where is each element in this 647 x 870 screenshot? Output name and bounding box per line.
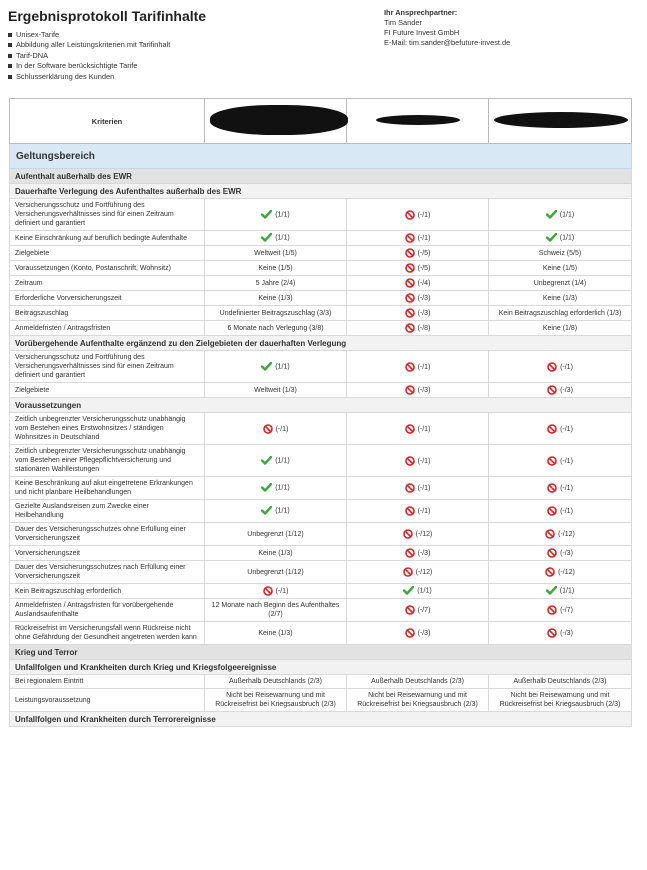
tariff-value-cell [489, 546, 632, 561]
redacted-tariff-name [347, 99, 489, 144]
section-title: Vorübergehende Aufenthalte ergänzend zu den Zielgebieten der dauerhaften Verlegung [10, 336, 632, 351]
page-title: Ergebnisprotokoll Tarifinhalte [8, 8, 207, 24]
tariff-value-cell [205, 231, 347, 246]
prohibited-icon [405, 456, 415, 466]
tariff-value: (-/1) [417, 211, 431, 219]
tariff-value: (-/3) [417, 549, 431, 557]
prohibited-icon [545, 567, 555, 577]
table-row [10, 199, 632, 231]
prohibited-icon [405, 263, 415, 273]
criterion-label: Voraussetzungen (Konto, Postanschrift, Wohnsitz) [10, 261, 205, 276]
tariff-value-cell [205, 561, 347, 584]
tariff-value-cell [347, 689, 489, 712]
tariff-value-cell [489, 199, 632, 231]
table-row [10, 675, 632, 689]
tariff-value: (1/1) [559, 587, 575, 595]
prohibited-icon [547, 385, 557, 395]
tariff-value-cell [205, 546, 347, 561]
tariff-value: (1/1) [275, 363, 290, 371]
contents-item: Abbildung aller Leistungskriterien mit Tarifinhalt [8, 40, 170, 50]
tariff-value: (-/7) [560, 606, 573, 614]
prohibited-icon [405, 628, 415, 638]
tariff-value: (-/1) [417, 507, 431, 515]
tariff-value: (1/1) [559, 211, 575, 219]
prohibited-icon [547, 506, 557, 516]
tariff-value: (-/1) [417, 484, 431, 492]
table-row [10, 321, 632, 336]
check-icon [546, 233, 557, 242]
criterion-label: Dauer des Versicherungsschutzes ohne Erfüllung einer Vorversicherungszeit [10, 523, 205, 546]
tariff-value: Außerhalb Deutschlands (2/3) [513, 678, 607, 685]
tariff-value: (-/12) [558, 530, 575, 538]
redacted-tariff-name [205, 99, 347, 144]
tariff-value: Kein Beitragszuschlag erforderlich (1/3) [498, 309, 622, 317]
table-header-row [10, 99, 632, 144]
tariff-value-cell [489, 500, 632, 523]
tariff-value-cell [347, 445, 489, 477]
tariff-value-cell [205, 445, 347, 477]
tariff-value: (-/1) [560, 363, 573, 371]
table-row [10, 246, 632, 261]
contents-list [8, 30, 170, 82]
tariff-value-cell [205, 261, 347, 276]
prohibited-icon [547, 628, 557, 638]
table-row [10, 500, 632, 523]
prohibited-icon [263, 424, 273, 434]
criterion-label: Bei regionalem Eintritt [10, 675, 205, 689]
tariff-value-cell [489, 383, 632, 398]
prohibited-icon [547, 456, 557, 466]
tariff-value: (1/1) [275, 507, 290, 515]
tariff-value: (-/1) [560, 507, 573, 515]
tariff-value-cell [347, 246, 489, 261]
criterion-label: Zielgebiete [10, 383, 205, 398]
tariff-value: Weltweit (1/5) [254, 249, 297, 257]
check-icon [261, 483, 272, 492]
criteria-header: Kriterien [10, 99, 205, 144]
table-row [10, 306, 632, 321]
subcategory-header [10, 184, 632, 199]
contact-label: Ihr Ansprechpartner: [384, 8, 458, 17]
prohibited-icon [263, 586, 273, 596]
tariff-value-cell [205, 246, 347, 261]
section-title: Voraussetzungen [10, 398, 632, 413]
prohibited-icon [547, 605, 557, 615]
criterion-label: Versicherungsschutz und Fortführung des Versicherungsverhältnisses sind für einen Zeitraum definiert und garantiert [10, 351, 205, 383]
table-row [10, 445, 632, 477]
table-row [10, 291, 632, 306]
tariff-value: Weltweit (1/3) [254, 386, 297, 394]
tariff-value: (-/3) [417, 294, 431, 302]
tariff-value: Unbegrenzt (1/12) [247, 530, 304, 538]
tariff-value-cell [489, 584, 632, 599]
criterion-label: Zeitlich unbegrenzter Versicherungsschutz unabhängig vom Bestehen einer Pflegepflichtversicherung und stationären Wahlleistungen [10, 445, 205, 477]
prohibited-icon [405, 483, 415, 493]
criterion-label: Beitragszuschlag [10, 306, 205, 321]
criterion-label: Keine Einschränkung auf beruflich bedingte Aufenthalte [10, 231, 205, 246]
tariff-value-cell [347, 500, 489, 523]
tariff-value: (1/1) [275, 484, 290, 492]
section-title: Unfallfolgen und Krankheiten durch Terrorereignisse [10, 712, 632, 727]
check-icon [546, 586, 557, 595]
check-icon [261, 456, 272, 465]
tariff-value: (-/3) [560, 386, 573, 394]
tariff-value-cell [489, 561, 632, 584]
tariff-value: (-/1) [275, 587, 289, 595]
tariff-value: (-/1) [560, 425, 573, 433]
tariff-value-cell [205, 276, 347, 291]
prohibited-icon [405, 278, 415, 288]
tariff-value: (-/3) [417, 309, 431, 317]
contents-item: Tarif-DNA [8, 51, 170, 61]
tariff-value-cell [489, 445, 632, 477]
prohibited-icon [405, 362, 415, 372]
tariff-value-cell [347, 675, 489, 689]
criterion-label: Versicherungsschutz und Fortführung des Versicherungsverhältnisses sind für einen Zeitraum definiert und garantiert [10, 199, 205, 231]
tariff-value-cell [489, 413, 632, 445]
tariff-value-cell [489, 622, 632, 645]
criterion-label: Leistungsvoraussetzung [10, 689, 205, 712]
tariff-value: Keine (1/3) [542, 294, 578, 302]
tariff-value: 12 Monate nach Beginn des Aufenthaltes (2/7) [211, 602, 340, 618]
criterion-label: Zielgebiete [10, 246, 205, 261]
tariff-value: (-/5) [417, 249, 431, 257]
tariff-value: (-/1) [560, 484, 573, 492]
tariff-value-cell [489, 291, 632, 306]
prohibited-icon [405, 308, 415, 318]
tariff-value-cell [347, 523, 489, 546]
tariff-value: (-/1) [275, 425, 289, 433]
table-row [10, 351, 632, 383]
criterion-label: Rückreisefrist im Versicherungsfall wenn Rückreise nicht ohne Gefährdung der Gesundheit angetreten werden kann [10, 622, 205, 645]
table-row [10, 584, 632, 599]
tariff-value-cell [347, 291, 489, 306]
prohibited-icon [405, 548, 415, 558]
check-icon [261, 210, 272, 219]
tariff-value-cell [347, 584, 489, 599]
tariff-value: (-/12) [558, 568, 575, 576]
tariff-value: 6 Monate nach Verlegung (3/8) [227, 324, 324, 332]
tariff-value: (-/12) [415, 568, 433, 576]
tariff-value: Nicht bei Reisewarnung und mit Rückreisefrist bei Kriegsausbruch (2/3) [215, 692, 336, 708]
tariff-value: (-/1) [417, 425, 431, 433]
tariff-value: (-/1) [417, 457, 431, 465]
check-icon [261, 362, 272, 371]
tariff-value: Keine (1/3) [258, 629, 293, 637]
table-row [10, 413, 632, 445]
table-row [10, 622, 632, 645]
criterion-label: Zeitlich unbegrenzter Versicherungsschutz unabhängig vom Bestehen eines Erstwohnsitzes / ständigen Wohnsitzes in Deutschland [10, 413, 205, 445]
contents-item: Unisex-Tarife [8, 30, 170, 40]
contact-company: FI Future Invest GmbH [384, 28, 460, 37]
contact-name: Tim Sander [384, 18, 422, 27]
criterion-label: Vorversicherungszeit [10, 546, 205, 561]
tariff-value: (-/3) [560, 629, 573, 637]
tariff-value-cell [205, 477, 347, 500]
table-row [10, 561, 632, 584]
section-title: Dauerhafte Verlegung des Aufenthaltes außerhalb des EWR [10, 184, 632, 199]
criterion-label: Zeitraum [10, 276, 205, 291]
contents-item: Schlusserklärung des Kunden [8, 72, 170, 82]
tariff-value: (1/1) [417, 587, 432, 595]
prohibited-icon [405, 605, 415, 615]
tariff-value-cell [205, 291, 347, 306]
tariff-value-cell [205, 199, 347, 231]
section-title: Krieg und Terror [10, 645, 632, 660]
criterion-label: Keine Beschränkung auf akut eingetretene Erkrankungen und nicht planbare Heilbehandlungen [10, 477, 205, 500]
tariff-value-cell [347, 351, 489, 383]
prohibited-icon [405, 233, 415, 243]
criteria-table [9, 98, 632, 727]
tariff-value-cell [347, 321, 489, 336]
table-row [10, 261, 632, 276]
tariff-value-cell [347, 231, 489, 246]
tariff-value-cell [489, 477, 632, 500]
check-icon [261, 233, 272, 242]
subcategory-header [10, 336, 632, 351]
tariff-value-cell [347, 413, 489, 445]
tariff-value-cell [205, 351, 347, 383]
tariff-value-cell [489, 599, 632, 622]
prohibited-icon [547, 483, 557, 493]
tariff-value: Keine (1/8) [542, 324, 578, 332]
tariff-value: Unbegrenzt (1/12) [247, 568, 304, 576]
tariff-value-cell [205, 321, 347, 336]
section-title: Geltungsbereich [10, 144, 632, 169]
tariff-value-cell [205, 622, 347, 645]
tariff-value-cell [347, 561, 489, 584]
tariff-value: (-/1) [417, 234, 431, 242]
tariff-value: Außerhalb Deutschlands (2/3) [229, 678, 322, 685]
table-row [10, 231, 632, 246]
tariff-value: Keine (1/5) [542, 264, 578, 272]
tariff-value: Nicht bei Reisewarnung und mit Rückreisefrist bei Kriegsausbruch (2/3) [499, 692, 621, 708]
prohibited-icon [547, 424, 557, 434]
tariff-value-cell [205, 383, 347, 398]
tariff-value-cell [347, 477, 489, 500]
tariff-value: (1/1) [275, 234, 290, 242]
tariff-value: Undefinierter Beitragszuschlag (3/3) [219, 309, 332, 317]
criterion-label: Erforderliche Vorversicherungszeit [10, 291, 205, 306]
tariff-value-cell [347, 383, 489, 398]
criterion-label: Dauer des Versicherungsschutzes nach Erfüllung einer Vorversicherungszeit [10, 561, 205, 584]
table-row [10, 689, 632, 712]
table-row [10, 477, 632, 500]
contents-item: In der Software berücksichtigte Tarife [8, 61, 170, 71]
prohibited-icon [405, 323, 415, 333]
tariff-value: Keine (1/3) [258, 549, 293, 557]
table-row [10, 546, 632, 561]
tariff-value: (-/1) [417, 363, 431, 371]
criterion-label: Kein Beitragszuschlag erforderlich [10, 584, 205, 599]
tariff-value-cell [347, 599, 489, 622]
tariff-value-cell [205, 675, 347, 689]
tariff-value: (-/8) [417, 324, 431, 332]
tariff-value-cell [489, 351, 632, 383]
tariff-value: (1/1) [275, 211, 290, 219]
criterion-label: Anmeldefristen / Antragsfristen [10, 321, 205, 336]
prohibited-icon [547, 362, 557, 372]
contact-email[interactable]: E-Mail: tim.sander@befuture-invest.de [384, 38, 511, 47]
prohibited-icon [405, 385, 415, 395]
category-header [10, 645, 632, 660]
prohibited-icon [405, 506, 415, 516]
tariff-value: Keine (1/5) [258, 264, 293, 272]
tariff-value-cell [205, 689, 347, 712]
tariff-value: Unbegrenzt (1/4) [533, 279, 587, 287]
tariff-value: (-/5) [417, 264, 431, 272]
tariff-value-cell [347, 199, 489, 231]
tariff-value: (-/3) [560, 549, 573, 557]
check-icon [261, 506, 272, 515]
tariff-value-cell [347, 622, 489, 645]
criterion-label: Anmeldefristen / Antragsfristen für vorübergehende Auslandsaufenthalte [10, 599, 205, 622]
tariff-value-cell [489, 306, 632, 321]
criterion-label: Gezielte Auslandsreisen zum Zwecke einer Heilbehandlung [10, 500, 205, 523]
tariff-value: (-/7) [417, 606, 431, 614]
tariff-value: (-/4) [417, 279, 431, 287]
tariff-value-cell [489, 675, 632, 689]
tariff-value-cell [205, 306, 347, 321]
tariff-value-cell [205, 523, 347, 546]
tariff-value-cell [347, 306, 489, 321]
tariff-value-cell [489, 276, 632, 291]
tariff-value: (-/1) [560, 457, 573, 465]
tariff-value: 5 Jahre (2/4) [255, 279, 296, 287]
subcategory-header [10, 712, 632, 727]
tariff-value-cell [347, 261, 489, 276]
prohibited-icon [403, 529, 413, 539]
prohibited-icon [405, 248, 415, 258]
table-row [10, 276, 632, 291]
tariff-value-cell [347, 276, 489, 291]
tariff-value-cell [205, 584, 347, 599]
table-row [10, 383, 632, 398]
section-title: Unfallfolgen und Krankheiten durch Krieg und Kriegsfolgeereignisse [10, 660, 632, 675]
tariff-value-cell [205, 500, 347, 523]
tariff-value-cell [489, 231, 632, 246]
prohibited-icon [403, 567, 413, 577]
tariff-value: (-/12) [415, 530, 433, 538]
tariff-value-cell [489, 523, 632, 546]
tariff-value-cell [489, 261, 632, 276]
prohibited-icon [405, 293, 415, 303]
tariff-value-cell [489, 246, 632, 261]
document-header [8, 8, 638, 98]
tariff-value-cell [489, 321, 632, 336]
tariff-value: Außerhalb Deutschlands (2/3) [371, 678, 464, 685]
tariff-value-cell [489, 689, 632, 712]
section-title: Aufenthalt außerhalb des EWR [10, 169, 632, 184]
prohibited-icon [547, 548, 557, 558]
prohibited-icon [545, 529, 555, 539]
tariff-value: Keine (1/3) [258, 294, 293, 302]
tariff-value: (1/1) [275, 457, 290, 465]
contact-block [384, 8, 510, 48]
subcategory-header [10, 660, 632, 675]
category-header [10, 169, 632, 184]
tariff-value-cell [205, 599, 347, 622]
table-row [10, 599, 632, 622]
tariff-value: (-/3) [417, 629, 431, 637]
table-row [10, 523, 632, 546]
check-icon [403, 586, 414, 595]
tariff-value: (-/3) [417, 386, 431, 394]
check-icon [546, 210, 557, 219]
section-header [10, 144, 632, 169]
tariff-value: (1/1) [559, 234, 575, 242]
prohibited-icon [405, 210, 415, 220]
tariff-value: Nicht bei Reisewarnung und mit Rückreisefrist bei Kriegsausbruch (2/3) [357, 692, 478, 708]
tariff-value: Schweiz (5/5) [538, 249, 582, 257]
tariff-value-cell [347, 546, 489, 561]
prohibited-icon [405, 424, 415, 434]
tariff-value-cell [205, 413, 347, 445]
subcategory-header [10, 398, 632, 413]
redacted-tariff-name [489, 99, 632, 144]
